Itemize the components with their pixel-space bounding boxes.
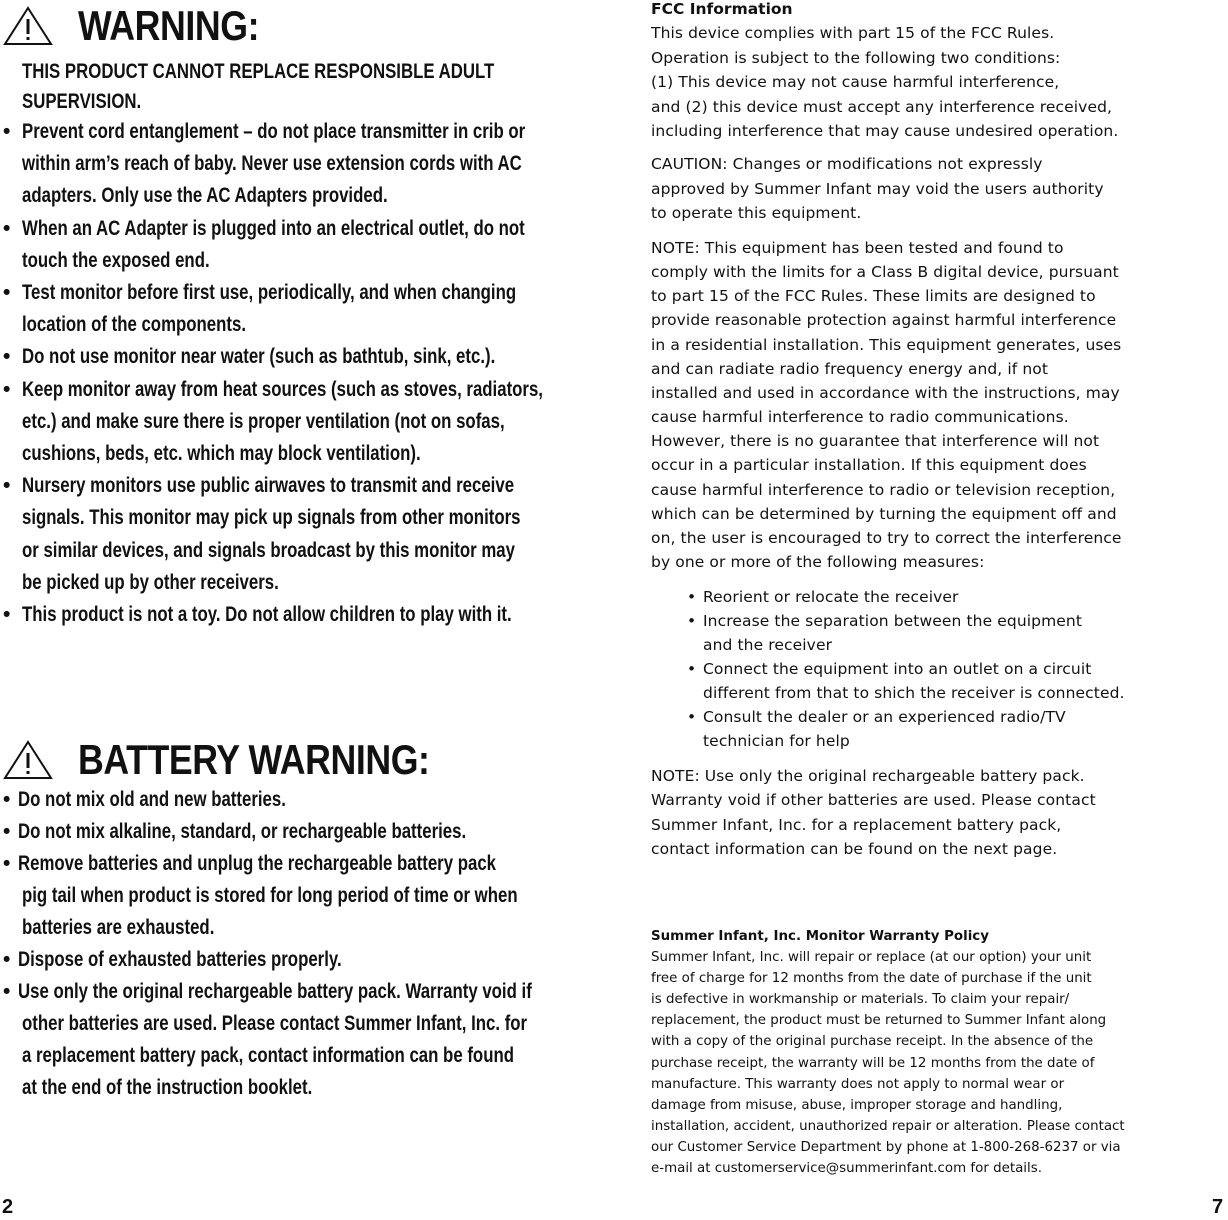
measure-line: technician for help: [703, 732, 850, 750]
measure-line: different from that to shich the receiver is connected.: [703, 684, 1125, 702]
bullet-icon: •: [687, 660, 697, 678]
warranty-line: with a copy of the original purchase receipt. In the absence of the: [651, 1034, 1094, 1050]
warranty-line: purchase receipt, the warranty will be 12 months from the date of: [651, 1055, 1095, 1071]
battery-bullet-line: other batteries are used. Please contact Summer Infant, Inc. for: [22, 1012, 528, 1035]
warranty-line: Summer Infant, Inc. will repair or replace (at our option) your unit: [651, 950, 1092, 965]
warning-triangle-icon: [2, 739, 54, 781]
bullet-icon: •: [3, 377, 11, 401]
fcc-note-line: cause harmful interference to radio communications.: [651, 408, 1069, 427]
caution-line: approved by Summer Infant may void the users authority: [651, 179, 1104, 198]
bullet-icon: •: [687, 708, 697, 726]
fcc-note-line: installed and used in accordance with the instructions, may: [651, 383, 1120, 402]
fcc-title: FCC Information: [651, 0, 793, 18]
fcc-note-line: comply with the limits for a Class B digital device, pursuant: [651, 263, 1119, 282]
fcc-note-line: However, there is no guarantee that interference will not: [651, 432, 1100, 451]
bullet-icon: •: [3, 281, 11, 304]
warning-bullet-line: touch the exposed end.: [22, 248, 210, 272]
fcc-note-line: on, the user is encouraged to try to correct the interference: [651, 528, 1122, 547]
warning-triangle-icon: [2, 5, 54, 47]
page-number-left: 2: [2, 1196, 14, 1218]
warranty-line: installation, accident, unauthorized repair or alteration. Please contact: [651, 1118, 1125, 1134]
battery-note-line: NOTE: Use only the original rechargeable battery pack.: [651, 767, 1085, 785]
warranty-line: damage from misuse, abuse, improper storage and handling,: [651, 1097, 1063, 1113]
fcc-note-line: NOTE: This equipment has been tested and found to: [651, 239, 1064, 257]
warning-heading: [2, 2, 291, 50]
measure-line: and the receiver: [703, 636, 833, 654]
measure-line: Consult the dealer or an experienced radio/TV: [703, 708, 1066, 726]
measure-line: Connect the equipment into an outlet on a circuit: [703, 660, 1092, 678]
warranty-title: Summer Infant, Inc. Monitor Warranty Policy: [651, 929, 989, 944]
warning-bullet-line: adapters. Only use the AC Adapters provided.: [22, 184, 388, 208]
measure-line: Reorient or relocate the receiver: [703, 588, 959, 606]
battery-bullet-line: Do not mix alkaline, standard, or rechargeable batteries.: [18, 820, 467, 843]
caution-line: to operate this equipment.: [651, 204, 862, 223]
warning-bullet-line: Test monitor before first use, periodically, and when changing: [22, 281, 517, 304]
battery-bullet-line: pig tail when product is stored for long period of time or when: [22, 884, 518, 907]
battery-warning-heading: [2, 736, 492, 784]
warning-bullet-line: within arm’s reach of baby. Never use extension cords with AC: [22, 152, 522, 176]
fcc-line: including interference that may cause undesired operation.: [651, 122, 1119, 141]
fcc-note-line: cause harmful interference to radio or television reception,: [651, 480, 1116, 499]
battery-bullet-line: Dispose of exhausted batteries properly.: [18, 948, 342, 971]
bullet-icon: •: [3, 474, 11, 498]
warning-bullet-line: signals. This monitor may pick up signals from other monitors: [22, 506, 521, 530]
warning-bullet-line: Nursery monitors use public airwaves to transmit and receive: [22, 474, 515, 498]
warranty-line: our Customer Service Department by phone at 1-800-268-6237 or via: [651, 1139, 1121, 1155]
warranty-line: manufacture. This warranty does not apply to normal wear or: [651, 1076, 1065, 1092]
warning-bullet-line: etc.) and make sure there is proper ventilation (not on sofas,: [22, 409, 505, 433]
bullet-icon: •: [3, 788, 11, 811]
warranty-line: e-mail at customerservice@summerinfant.com for details.: [651, 1161, 1042, 1176]
bullet-icon: •: [3, 820, 11, 843]
warning-intro-line: SUPERVISION.: [22, 90, 142, 113]
battery-note-line: Warranty void if other batteries are used. Please contact: [651, 791, 1096, 810]
bullet-icon: •: [3, 345, 11, 369]
warranty-line: replacement, the product must be returned to Summer Infant along: [651, 1013, 1107, 1029]
fcc-note-line: in a residential installation. This equipment generates, uses: [651, 335, 1122, 354]
warning-intro-line: THIS PRODUCT CANNOT REPLACE RESPONSIBLE ADULT: [22, 60, 495, 83]
fcc-line: This device complies with part 15 of the FCC Rules.: [651, 24, 1055, 42]
fcc-line: and (2) this device must accept any interference received,: [651, 97, 1113, 116]
bullet-icon: •: [3, 852, 11, 875]
warning-bullet-line: Prevent cord entanglement – do not place transmitter in crib or: [22, 120, 526, 143]
warning-bullet-line: This product is not a toy. Do not allow children to play with it.: [22, 603, 512, 626]
bullet-icon: •: [687, 612, 697, 630]
bullet-icon: •: [687, 588, 697, 606]
warranty-line: free of charge for 12 months from the date of purchase if the unit: [651, 971, 1092, 987]
battery-bullet-line: Use only the original rechargeable battery pack. Warranty void if: [18, 980, 532, 1003]
measure-line: Increase the separation between the equipment: [703, 612, 1083, 630]
bullet-icon: •: [3, 948, 11, 971]
warning-bullet-line: cushions, beds, etc. which may block ventilation).: [22, 442, 421, 465]
fcc-line: Operation is subject to the following two conditions:: [651, 48, 1061, 67]
warning-bullet-line: location of the components.: [22, 313, 247, 337]
caution-line: CAUTION: Changes or modifications not expressly: [651, 155, 1043, 173]
bullet-icon: •: [3, 603, 11, 626]
bullet-icon: •: [3, 120, 11, 143]
fcc-note-line: to part 15 of the FCC Rules. These limits are designed to: [651, 287, 1096, 306]
battery-note-line: Summer Infant, Inc. for a replacement battery pack,: [651, 815, 1062, 834]
warning-bullet-line: When an AC Adapter is plugged into an electrical outlet, do not: [22, 216, 525, 240]
page-number-right: 7: [1212, 1196, 1224, 1218]
warning-bullet-line: be picked up by other receivers.: [22, 570, 279, 594]
battery-bullet-line: batteries are exhausted.: [22, 916, 215, 939]
bullet-icon: •: [3, 216, 11, 240]
warning-bullet-line: or similar devices, and signals broadcast by this monitor may: [22, 538, 515, 562]
fcc-line: (1) This device may not cause harmful interference,: [651, 73, 1060, 92]
fcc-note-line: provide reasonable protection against harmful interference: [651, 311, 1117, 330]
battery-bullet-line: Do not mix old and new batteries.: [18, 788, 286, 811]
battery-note-line: contact information can be found on the next page.: [651, 840, 1058, 859]
warning-bullet-line: Do not use monitor near water (such as bathtub, sink, etc.).: [22, 345, 496, 369]
battery-bullet-line: at the end of the instruction booklet.: [22, 1076, 313, 1099]
fcc-note-line: which can be determined by turning the equipment off and: [651, 504, 1117, 523]
fcc-note-line: by one or more of the following measures:: [651, 552, 985, 571]
fcc-note-line: and can radiate radio frequency energy and, if not: [651, 359, 1049, 378]
battery-bullet-line: Remove batteries and unplug the rechargeable battery pack: [18, 852, 497, 875]
battery-warning-title: BATTERY WARNING:: [78, 736, 430, 783]
warranty-line: is defective in workmanship or materials. To claim your repair/: [651, 992, 1070, 1008]
fcc-note-line: occur in a particular installation. If this equipment does: [651, 456, 1087, 475]
battery-bullet-line: a replacement battery pack, contact information can be found: [22, 1044, 514, 1067]
warning-title: WARNING:: [78, 2, 260, 49]
bullet-icon: •: [3, 980, 11, 1003]
warning-bullet-line: Keep monitor away from heat sources (such as stoves, radiators,: [22, 377, 543, 401]
